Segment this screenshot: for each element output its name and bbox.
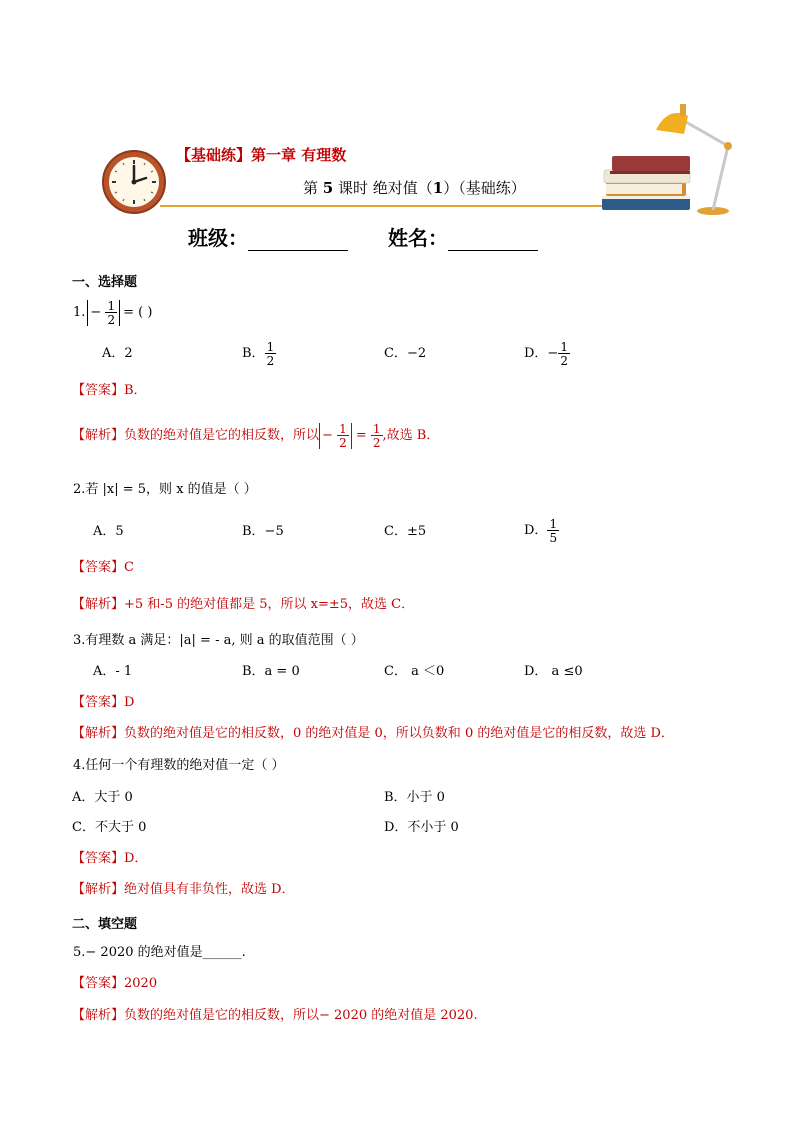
q1-analysis-abs bbox=[319, 423, 352, 449]
q4-option-c[interactable]: C．不大于 0 bbox=[72, 820, 147, 835]
q1-answer: 【答案】B． bbox=[72, 383, 147, 398]
header-rule bbox=[160, 205, 630, 207]
q3-option-b[interactable]: B．a = 0 bbox=[242, 664, 300, 679]
q2-option-d-num: 1 bbox=[549, 517, 558, 531]
q4-analysis: 【解析】绝对值具有非负性，故选 D． bbox=[72, 882, 295, 897]
q1-option-b-fraction bbox=[265, 341, 277, 367]
header-title: 【基础练】第一章 有理数 bbox=[176, 146, 347, 164]
lesson-title bbox=[303, 177, 526, 198]
q2-stem: 2.若 |x| = 5，则 x 的值是（ ） bbox=[73, 482, 257, 497]
q1-option-d-num: 1 bbox=[560, 340, 568, 354]
q1-analysis bbox=[72, 418, 439, 454]
q1-analysis-den: 2 bbox=[339, 436, 347, 450]
section-choice-title: 一、选择题 bbox=[72, 275, 138, 290]
q4-option-a[interactable]: A．大于 0 bbox=[72, 790, 133, 805]
q1-number: 1. bbox=[73, 305, 86, 320]
q1-analysis-minus: − bbox=[322, 428, 333, 443]
q2-option-d-den: 5 bbox=[549, 531, 558, 545]
q1-denominator: 2 bbox=[107, 313, 116, 327]
q2-option-d-fraction bbox=[547, 518, 559, 544]
q1-option-d-label: D．− bbox=[524, 346, 559, 361]
q4-answer: 【答案】D． bbox=[72, 851, 148, 866]
q1-analysis-result-num: 1 bbox=[372, 422, 381, 436]
q1-option-d[interactable] bbox=[524, 336, 570, 372]
q1-fraction bbox=[105, 300, 117, 326]
name-label: 姓名： bbox=[388, 226, 448, 250]
q5-stem: 5.− 2020 的绝对值是______. bbox=[73, 945, 246, 960]
q1-option-d-fraction bbox=[558, 341, 570, 367]
q2-option-b[interactable]: B．−5 bbox=[242, 524, 284, 539]
q1-analysis-fraction bbox=[337, 423, 349, 449]
q1-analysis-result bbox=[371, 423, 383, 449]
lesson-suffix: ）（基础练） bbox=[443, 179, 526, 197]
q2-option-c[interactable]: C．±5 bbox=[384, 524, 427, 539]
q1-option-c[interactable]: C．−2 bbox=[384, 346, 427, 361]
q1-analysis-result-den: 2 bbox=[372, 436, 381, 450]
q1-analysis-text: 【解析】负数的绝对值是它的相反数，所以 bbox=[72, 428, 320, 443]
q1-tail: = ( ) bbox=[123, 305, 153, 320]
q4-stem: 4.任何一个有理数的绝对值一定（ ） bbox=[73, 758, 285, 773]
q2-option-a[interactable]: A．5 bbox=[93, 524, 124, 539]
q1-analysis-equals: = bbox=[351, 428, 371, 443]
q1-numerator: 1 bbox=[107, 299, 116, 313]
q1-analysis-tail: ,故选 B． bbox=[382, 428, 440, 443]
q5-analysis: 【解析】负数的绝对值是它的相反数，所以− 2020 的绝对值是 2020. bbox=[72, 1008, 478, 1023]
q4-option-b[interactable]: B．小于 0 bbox=[384, 790, 445, 805]
class-name-row bbox=[188, 222, 538, 251]
q3-analysis: 【解析】负数的绝对值是它的相反数，0 的绝对值是 0，所以负数和 0 的绝对值是它的相反数，故选 D． bbox=[72, 726, 674, 741]
q1-analysis-num: 1 bbox=[339, 422, 347, 436]
q1-stem bbox=[73, 296, 152, 330]
q4-option-d[interactable]: D．不小于 0 bbox=[384, 820, 459, 835]
class-label: 班级： bbox=[188, 226, 248, 250]
q2-option-d-label: D． bbox=[524, 523, 548, 538]
q1-option-b-label: B． bbox=[242, 346, 265, 361]
class-blank[interactable] bbox=[248, 230, 348, 251]
q1-abs-expression bbox=[87, 300, 120, 326]
q1-option-b[interactable] bbox=[242, 336, 276, 372]
lesson-number: 5 bbox=[322, 179, 334, 197]
q3-option-c[interactable]: C． a ＜0 bbox=[384, 664, 445, 679]
q1-option-b-num: 1 bbox=[266, 340, 275, 354]
q1-option-d-den: 2 bbox=[560, 354, 568, 368]
q3-stem: 3.有理数 a 满足：|a| = - a, 则 a 的取值范围（ ） bbox=[73, 633, 364, 648]
q3-answer: 【答案】D bbox=[72, 695, 135, 710]
section-fill-title: 二、填空题 bbox=[72, 917, 138, 932]
q1-option-b-den: 2 bbox=[266, 354, 275, 368]
q5-answer: 【答案】2020 bbox=[72, 976, 158, 991]
books-lamp-icon bbox=[598, 98, 748, 220]
q1-option-a[interactable]: A．2 bbox=[102, 346, 133, 361]
clock-icon bbox=[100, 148, 168, 216]
q2-answer: 【答案】C bbox=[72, 560, 134, 575]
q2-option-d[interactable] bbox=[524, 513, 559, 549]
q1-minus: − bbox=[90, 305, 102, 320]
lesson-mid: 课时 绝对值（ bbox=[333, 179, 433, 197]
q3-option-d[interactable]: D． a ≤0 bbox=[524, 664, 583, 679]
lesson-part: 1 bbox=[432, 179, 444, 197]
name-blank[interactable] bbox=[448, 230, 538, 251]
lesson-prefix: 第 bbox=[303, 179, 323, 197]
q2-analysis: 【解析】+5 和-5 的绝对值都是 5，所以 x=±5，故选 C． bbox=[72, 597, 415, 612]
q3-option-a[interactable]: A．- 1 bbox=[93, 664, 133, 679]
